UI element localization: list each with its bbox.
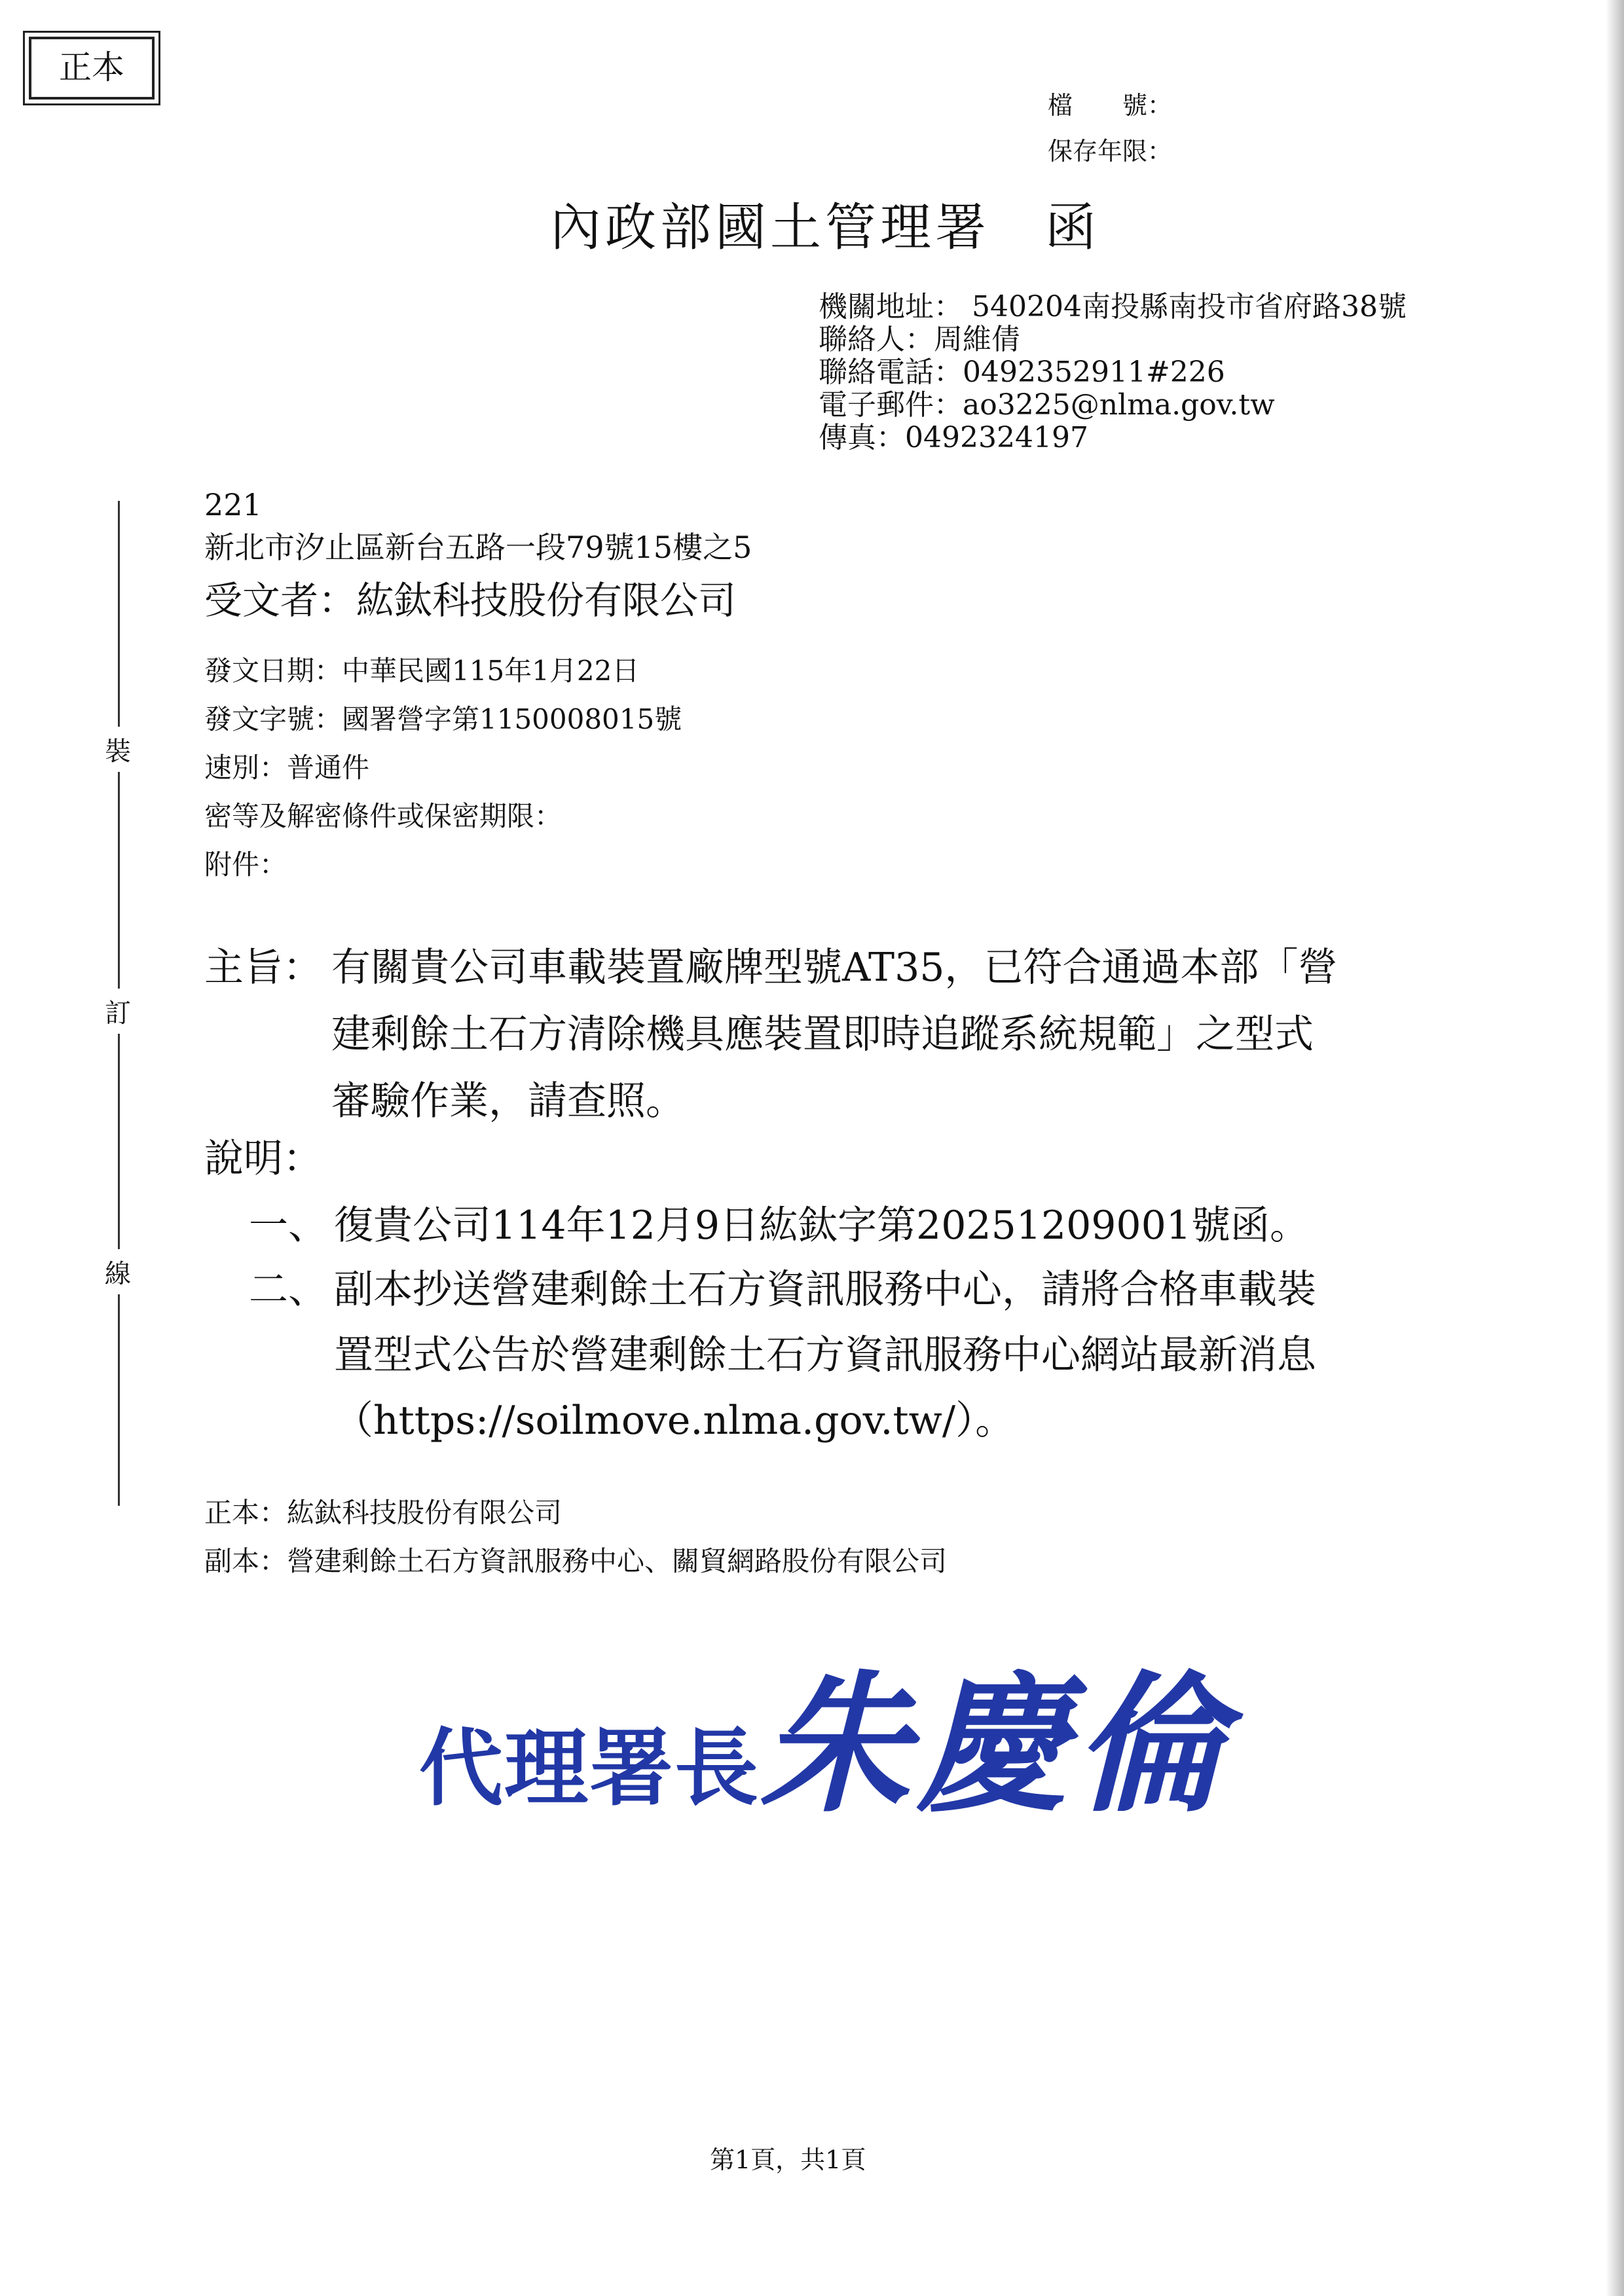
explanation-item-2-line-1: 副本抄送營建剩餘土石方資訊服務中心，請將合格車載裝 [334,1267,1316,1313]
agency-address: 機關地址： 540204南投縣南投市省府路38號 [819,290,1407,323]
delivery-speed: 速別：普通件 [204,752,370,784]
binding-char-zhuang: 裝 [105,727,131,772]
recipient: 受文者：紘鈦科技股份有限公司 [204,578,737,623]
recipient-postal-code: 221 [204,487,262,522]
contact-person: 聯絡人：周維倩 [819,323,1020,356]
subject-label: 主旨： [204,945,322,991]
contact-email: 電子郵件：ao3225@nlma.gov.tw [819,388,1275,422]
explanation-item-1: 復貴公司114年12月9日紘鈦字第20251209001號函。 [334,1203,1309,1248]
binding-char-xian: 線 [105,1249,131,1294]
explanation-item-1-number: 一、 [249,1203,327,1248]
recipient-street-address: 新北市汐止區新台五路一段79號15樓之5 [204,530,752,565]
director-signature-stamp [419,1624,1231,1840]
binding-char-ding: 訂 [105,989,131,1034]
contact-fax: 傳真：0492324197 [819,421,1088,454]
carbon-copy: 副本：營建剩餘土石方資訊服務中心、關貿網路股份有限公司 [204,1545,948,1577]
contact-phone: 聯絡電話：0492352911#226 [819,355,1225,389]
explanation-item-2-line-2: 置型式公告於營建剩餘土石方資訊服務中心網站最新消息 [334,1332,1316,1378]
retention-period-label: 保存年限： [1048,137,1173,166]
secrecy-level: 密等及解密條件或保密期限： [204,800,563,832]
subject-line-3: 審驗作業，請查照。 [331,1078,685,1124]
document-title: 內政部國土管理署 函 [550,198,1101,257]
scan-edge-shadow [1606,0,1624,2296]
file-number-label: 檔 號： [1048,91,1173,120]
original-recipient: 正本：紘鈦科技股份有限公司 [204,1497,563,1529]
explanation-item-2-number: 二、 [249,1267,327,1313]
attachments: 附件： [204,848,287,881]
subject-line-1: 有關貴公司車載裝置廠牌型號AT35，已符合通過本部「營 [331,945,1338,991]
signature-title: 代理署長 [419,1719,760,1817]
original-copy-stamp: 正本 [29,37,155,100]
document-number: 發文字號：國署營字第1150008015號 [204,703,682,735]
explanation-label: 說明： [204,1136,322,1182]
signature-name: 朱慶倫 [760,1656,1232,1833]
issue-date: 發文日期：中華民國115年1月22日 [204,655,640,687]
explanation-item-2-line-3: （https://soilmove.nlma.gov.tw/）。 [334,1398,1015,1444]
page-number: 第1頁，共1頁 [710,2145,866,2174]
subject-line-2: 建剩餘土石方清除機具應裝置即時追蹤系統規範」之型式 [331,1011,1314,1057]
